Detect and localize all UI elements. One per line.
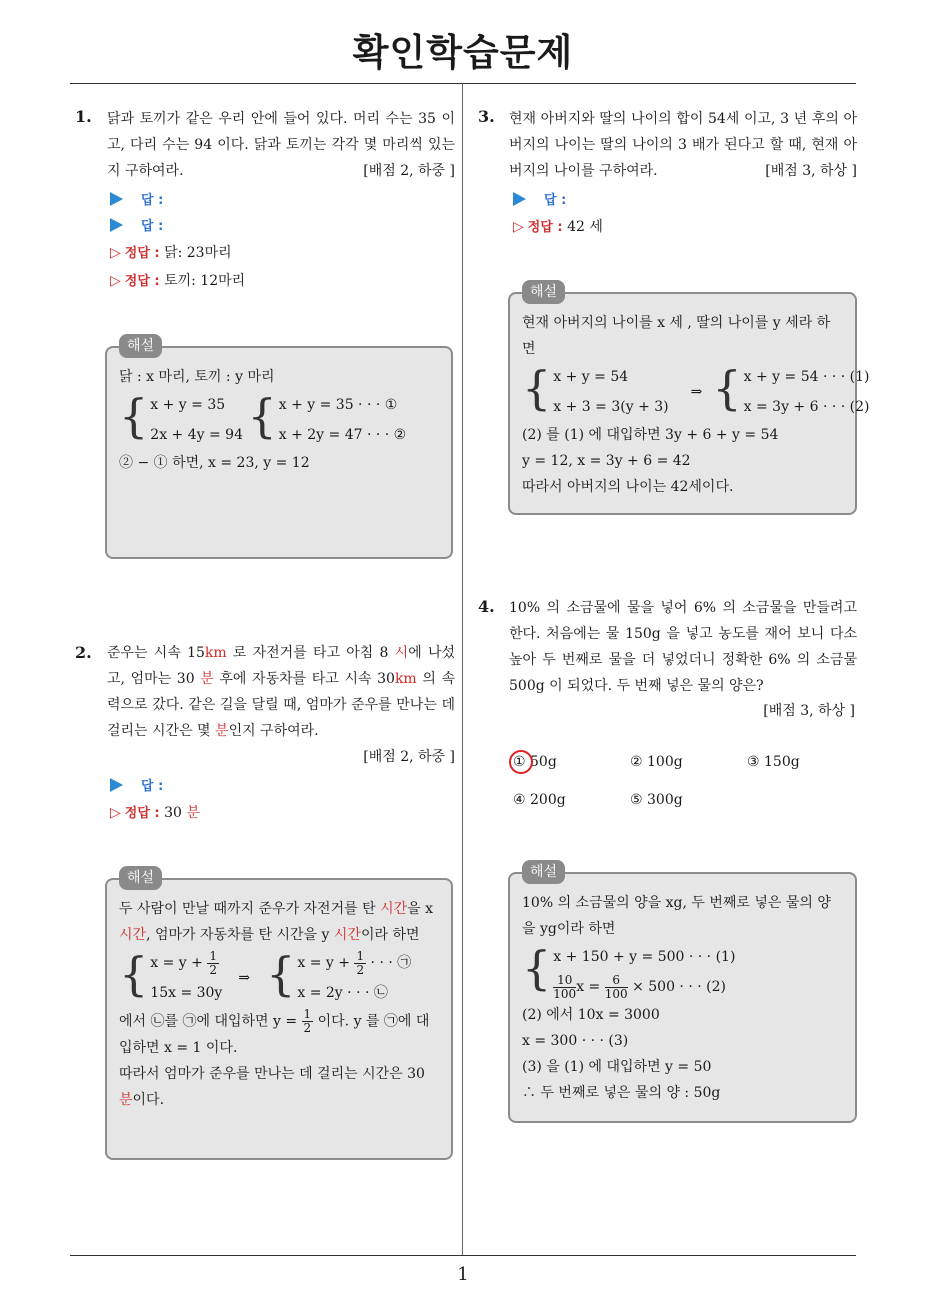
q3-number: 3.: [478, 107, 495, 126]
q2-number: 2.: [75, 643, 92, 662]
top-rule: [70, 83, 856, 84]
q1-meta: [배점 2, 하중 ]: [363, 163, 455, 179]
equation-system: { x + y = 54 · · · (1) x = 3y + 6 · · · (2): [712, 361, 870, 415]
option-2[interactable]: ② 100g: [630, 754, 683, 770]
q4-block: [509, 595, 857, 699]
solution-tag: 해설: [522, 860, 565, 884]
play-icon: [513, 192, 526, 206]
q1-solution-box: [105, 338, 453, 559]
q1-answer-2: 답 :: [110, 213, 163, 240]
play-icon: [110, 192, 123, 206]
q3-correct: ▷ 정답 : 42 세: [513, 219, 603, 235]
selection-circle-icon: [509, 750, 533, 774]
q3-solution-box: [508, 284, 870, 515]
solution-tag: 해설: [522, 280, 565, 304]
page-number: 1: [457, 1264, 469, 1285]
solution-paragraph: 따라서 엄마가 준우를 만나는 데 걸리는 시간은 30 분이다.: [119, 1066, 425, 1108]
solution-line: (2) 를 (1) 에 대입하면 3y + 6 + y = 54: [522, 427, 779, 443]
solution-paragraph: 두 사람이 만날 때까지 준우가 자전거를 탄 시간을 x 시간, 엄마가 자동차를 탄 시간을 y 시간이라 하면: [119, 901, 433, 943]
q1-answer-1: 답 :: [110, 187, 163, 214]
solution-line: 현재 아버지의 나이를 x 세 , 딸의 나이를 y 세라 하면: [522, 315, 831, 357]
q1-correct-1: ▷ 정답 : 닭: 23마리: [110, 245, 232, 261]
outline-triangle-icon: ▷: [513, 219, 524, 235]
solution-line: x = 300 · · · (3): [522, 1033, 629, 1049]
solution-line: 10% 의 소금물의 양을 xg, 두 번째로 넣은 물의 양을 yg이라 하면: [522, 895, 831, 937]
solution-line: 닭 : x 마리, 토끼 : y 마리: [119, 369, 275, 385]
q2-meta: [배점 2, 하중 ]: [363, 749, 455, 765]
q4-solution-box: [508, 864, 857, 1123]
equation-system: { x + 150 + y = 500 · · · (1) $\frac{10}{100}$ x = $\frac{6}{100}$ × 500 · · · (2): [522, 941, 736, 1001]
option-3[interactable]: ③ 150g: [747, 754, 800, 770]
solution-line: ∴ 두 번째로 넣은 물의 양 : 50g: [522, 1085, 721, 1101]
equation-system: { x + y = 35 2x + 4y = 94: [119, 389, 243, 443]
option-1-selected[interactable]: ① 50g: [513, 754, 557, 770]
option-5[interactable]: ⑤ 300g: [630, 792, 683, 808]
q4-text: 10% 의 소금물에 물을 넣어 6% 의 소금물을 만들려고 한다. 처음에는 물 150g 을 넣고 농도를 재어 보니 다소 높아 두 번째로 물을 더 넣었더니 정확한 6% 의 소금물 500g 이 되었다. 두 번째 넣은 물의 양은?: [509, 600, 857, 694]
equation-pair: { x + y = 54 x + 3 = 3(y + 3) ⇒ { x + y = 54 · · · (1) x = 3y + 6 · · · (2): [522, 362, 843, 422]
equation-system: { x = y + $\frac{1}{2}$ 15x = 30y: [119, 947, 223, 1001]
q4-number: 4.: [478, 597, 495, 616]
option-4[interactable]: ④ 200g: [513, 792, 566, 808]
solution-tag: 해설: [119, 866, 162, 890]
q1-text: 닭과 토끼가 같은 우리 안에 들어 있다. 머리 수는 35 이고, 다리 수는 94 이다. 닭과 토끼는 각각 몇 마리씩 있는지 구하여라.: [107, 111, 455, 179]
solution-tag: 해설: [119, 334, 162, 358]
equation-system: { x = y + $\frac{1}{2}$ · · · ㉠ x = 2y · · · ㉡: [266, 947, 412, 1001]
q4-meta: [배점 3, 하상 ]: [763, 703, 855, 719]
equation-system: { x + y = 54 x + 3 = 3(y + 3): [522, 361, 669, 415]
page-title: 확인학습문제: [352, 31, 574, 74]
q2-text: 준우는 시속 15km 로 자전거를 타고 아침 8 시에 나섰고, 엄마는 30 분 후에 자동차를 타고 시속 30km 의 속력으로 갔다. 같은 길을 달릴 때, 엄마가 준우를 만나는 데 걸리는 시간은 몇 분인지 구하여라.: [107, 645, 455, 739]
solution-paragraph: 에서 ㉡를 ㉠에 대입하면 y = $\frac{1}{2}$ 이다. y 를 ㉠에 대입하면 x = 1 이다.: [119, 1007, 430, 1056]
outline-triangle-icon: ▷: [110, 273, 121, 289]
solution-line: 따라서 아버지의 나이는 42세이다.: [522, 479, 734, 495]
solution-line: (2) 에서 10x = 3000: [522, 1007, 660, 1023]
play-icon: [110, 218, 123, 232]
solution-line: y = 12, x = 3y + 6 = 42: [522, 453, 691, 469]
q1-correct-2: ▷ 정답 : 토끼: 12마리: [110, 273, 246, 289]
equation-system: { x + y = 35 · · · ① x + 2y = 47 · · · ②: [247, 389, 407, 443]
equation-pair: { x = y + $\frac{1}{2}$ 15x = 30y ⇒ { x = y + $\frac{1}{2}$ · · · ㉠ x = 2y · · · ㉡: [119, 948, 439, 1008]
solution-line: (3) 을 (1) 에 대입하면 y = 50: [522, 1059, 712, 1075]
q3-answer: 답 :: [513, 187, 566, 214]
outline-triangle-icon: ▷: [110, 245, 121, 261]
bottom-rule: [70, 1255, 856, 1256]
q2-correct: ▷ 정답 : 30 분: [110, 805, 200, 821]
q2-solution-box: [105, 870, 453, 1160]
solution-line: ② − ① 하면, x = 23, y = 12: [119, 455, 310, 471]
play-icon: [110, 778, 123, 792]
q3-meta: [배점 3, 하상 ]: [765, 163, 857, 179]
column-divider: [462, 83, 463, 1256]
q1-number: 1.: [75, 107, 92, 126]
q3-text: 현재 아버지와 딸의 나이의 합이 54세 이고, 3 년 후의 아버지의 나이는 딸의 나이의 3 배가 된다고 할 때, 현재 아버지의 나이를 구하여라.: [509, 111, 857, 179]
q2-answer: 답 :: [110, 773, 163, 800]
outline-triangle-icon: ▷: [110, 805, 121, 821]
q2-block: [107, 640, 455, 744]
